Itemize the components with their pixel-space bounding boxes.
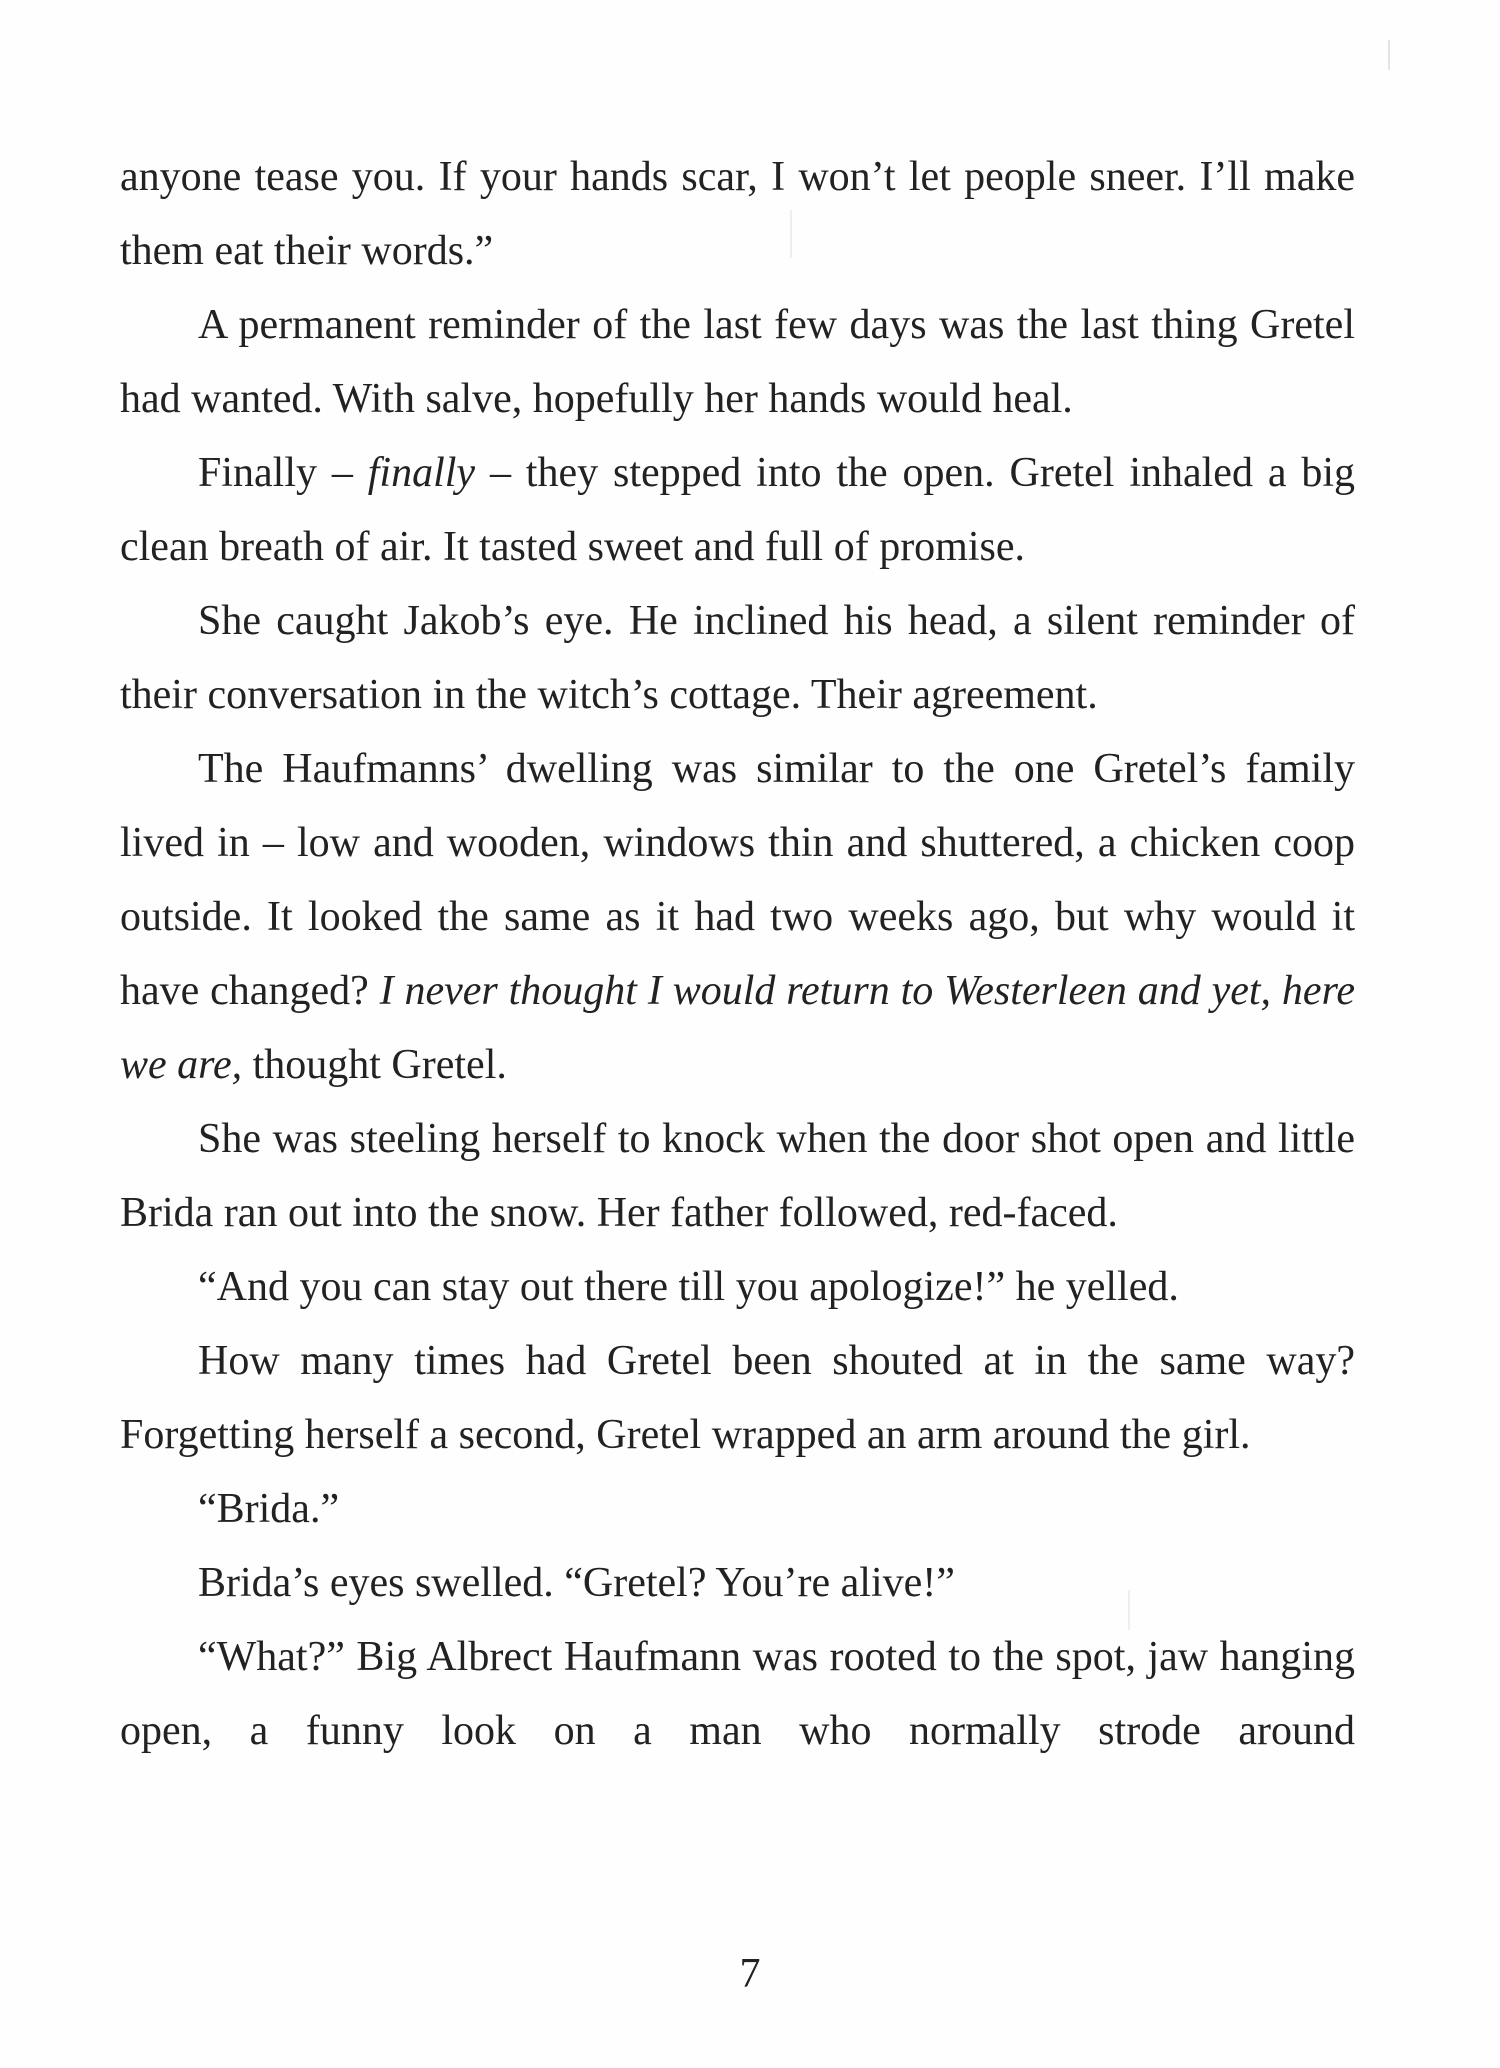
text-segment: – they stepped into the open. Gretel inhaled a big clean breath of air. It tasted sweet and full of promise. <box>120 450 1355 570</box>
text-segment: “And you can stay out there till you apologize!” he yelled. <box>198 1264 1179 1310</box>
scan-speck <box>1388 40 1390 70</box>
text-segment: Finally – <box>198 450 368 496</box>
paragraph <box>120 436 1355 584</box>
text-segment: Brida’s eyes swelled. “Gretel? You’re alive!” <box>198 1560 955 1606</box>
text-segment: She was steeling herself to knock when the door shot open and little Brida ran out into the snow. Her father followed, red-faced. <box>120 1116 1355 1236</box>
paragraph <box>120 1546 1355 1620</box>
body-text <box>120 140 1355 1768</box>
italic-text-segment: finally <box>367 450 476 496</box>
text-segment: How many times had Gretel been shouted at in the same way? Forgetting herself a second, Gretel wrapped an arm around the girl. <box>120 1338 1355 1458</box>
text-segment: thought Gretel. <box>242 1042 507 1088</box>
text-segment: A permanent reminder of the last few days was the last thing Gretel had wanted. With salve, hopefully her hands would heal. <box>120 302 1355 422</box>
paragraph <box>120 732 1355 1102</box>
paragraph <box>120 1620 1355 1768</box>
paragraph <box>120 140 1355 288</box>
text-segment: She caught Jakob’s eye. He inclined his head, a silent reminder of their conversation in the witch’s cottage. Their agreement. <box>120 598 1355 718</box>
paragraph <box>120 1250 1355 1324</box>
paragraph <box>120 1324 1355 1472</box>
paragraph <box>120 584 1355 732</box>
italic-text-segment: I never thought I would return to Westerleen and yet, here we are, <box>120 968 1355 1088</box>
paragraph <box>120 1472 1355 1546</box>
text-segment: “What?” Big Albrect Haufmann was rooted to the spot, jaw hanging open, a funny look on a man who normally strode around <box>120 1634 1355 1754</box>
text-segment: “Brida.” <box>198 1486 340 1532</box>
text-segment: The Haufmanns’ dwelling was similar to the one Gretel’s family lived in – low and wooden, windows thin and shuttered, a chicken coop outside. It looked the same as it had two weeks ago, but why would it have changed? <box>120 746 1355 1014</box>
page-number: 7 <box>739 1951 761 1997</box>
paragraph <box>120 1102 1355 1250</box>
text-segment: anyone tease you. If your hands scar, I won’t let people sneer. I’ll make them eat their words.” <box>120 154 1355 274</box>
paragraph <box>120 288 1355 436</box>
